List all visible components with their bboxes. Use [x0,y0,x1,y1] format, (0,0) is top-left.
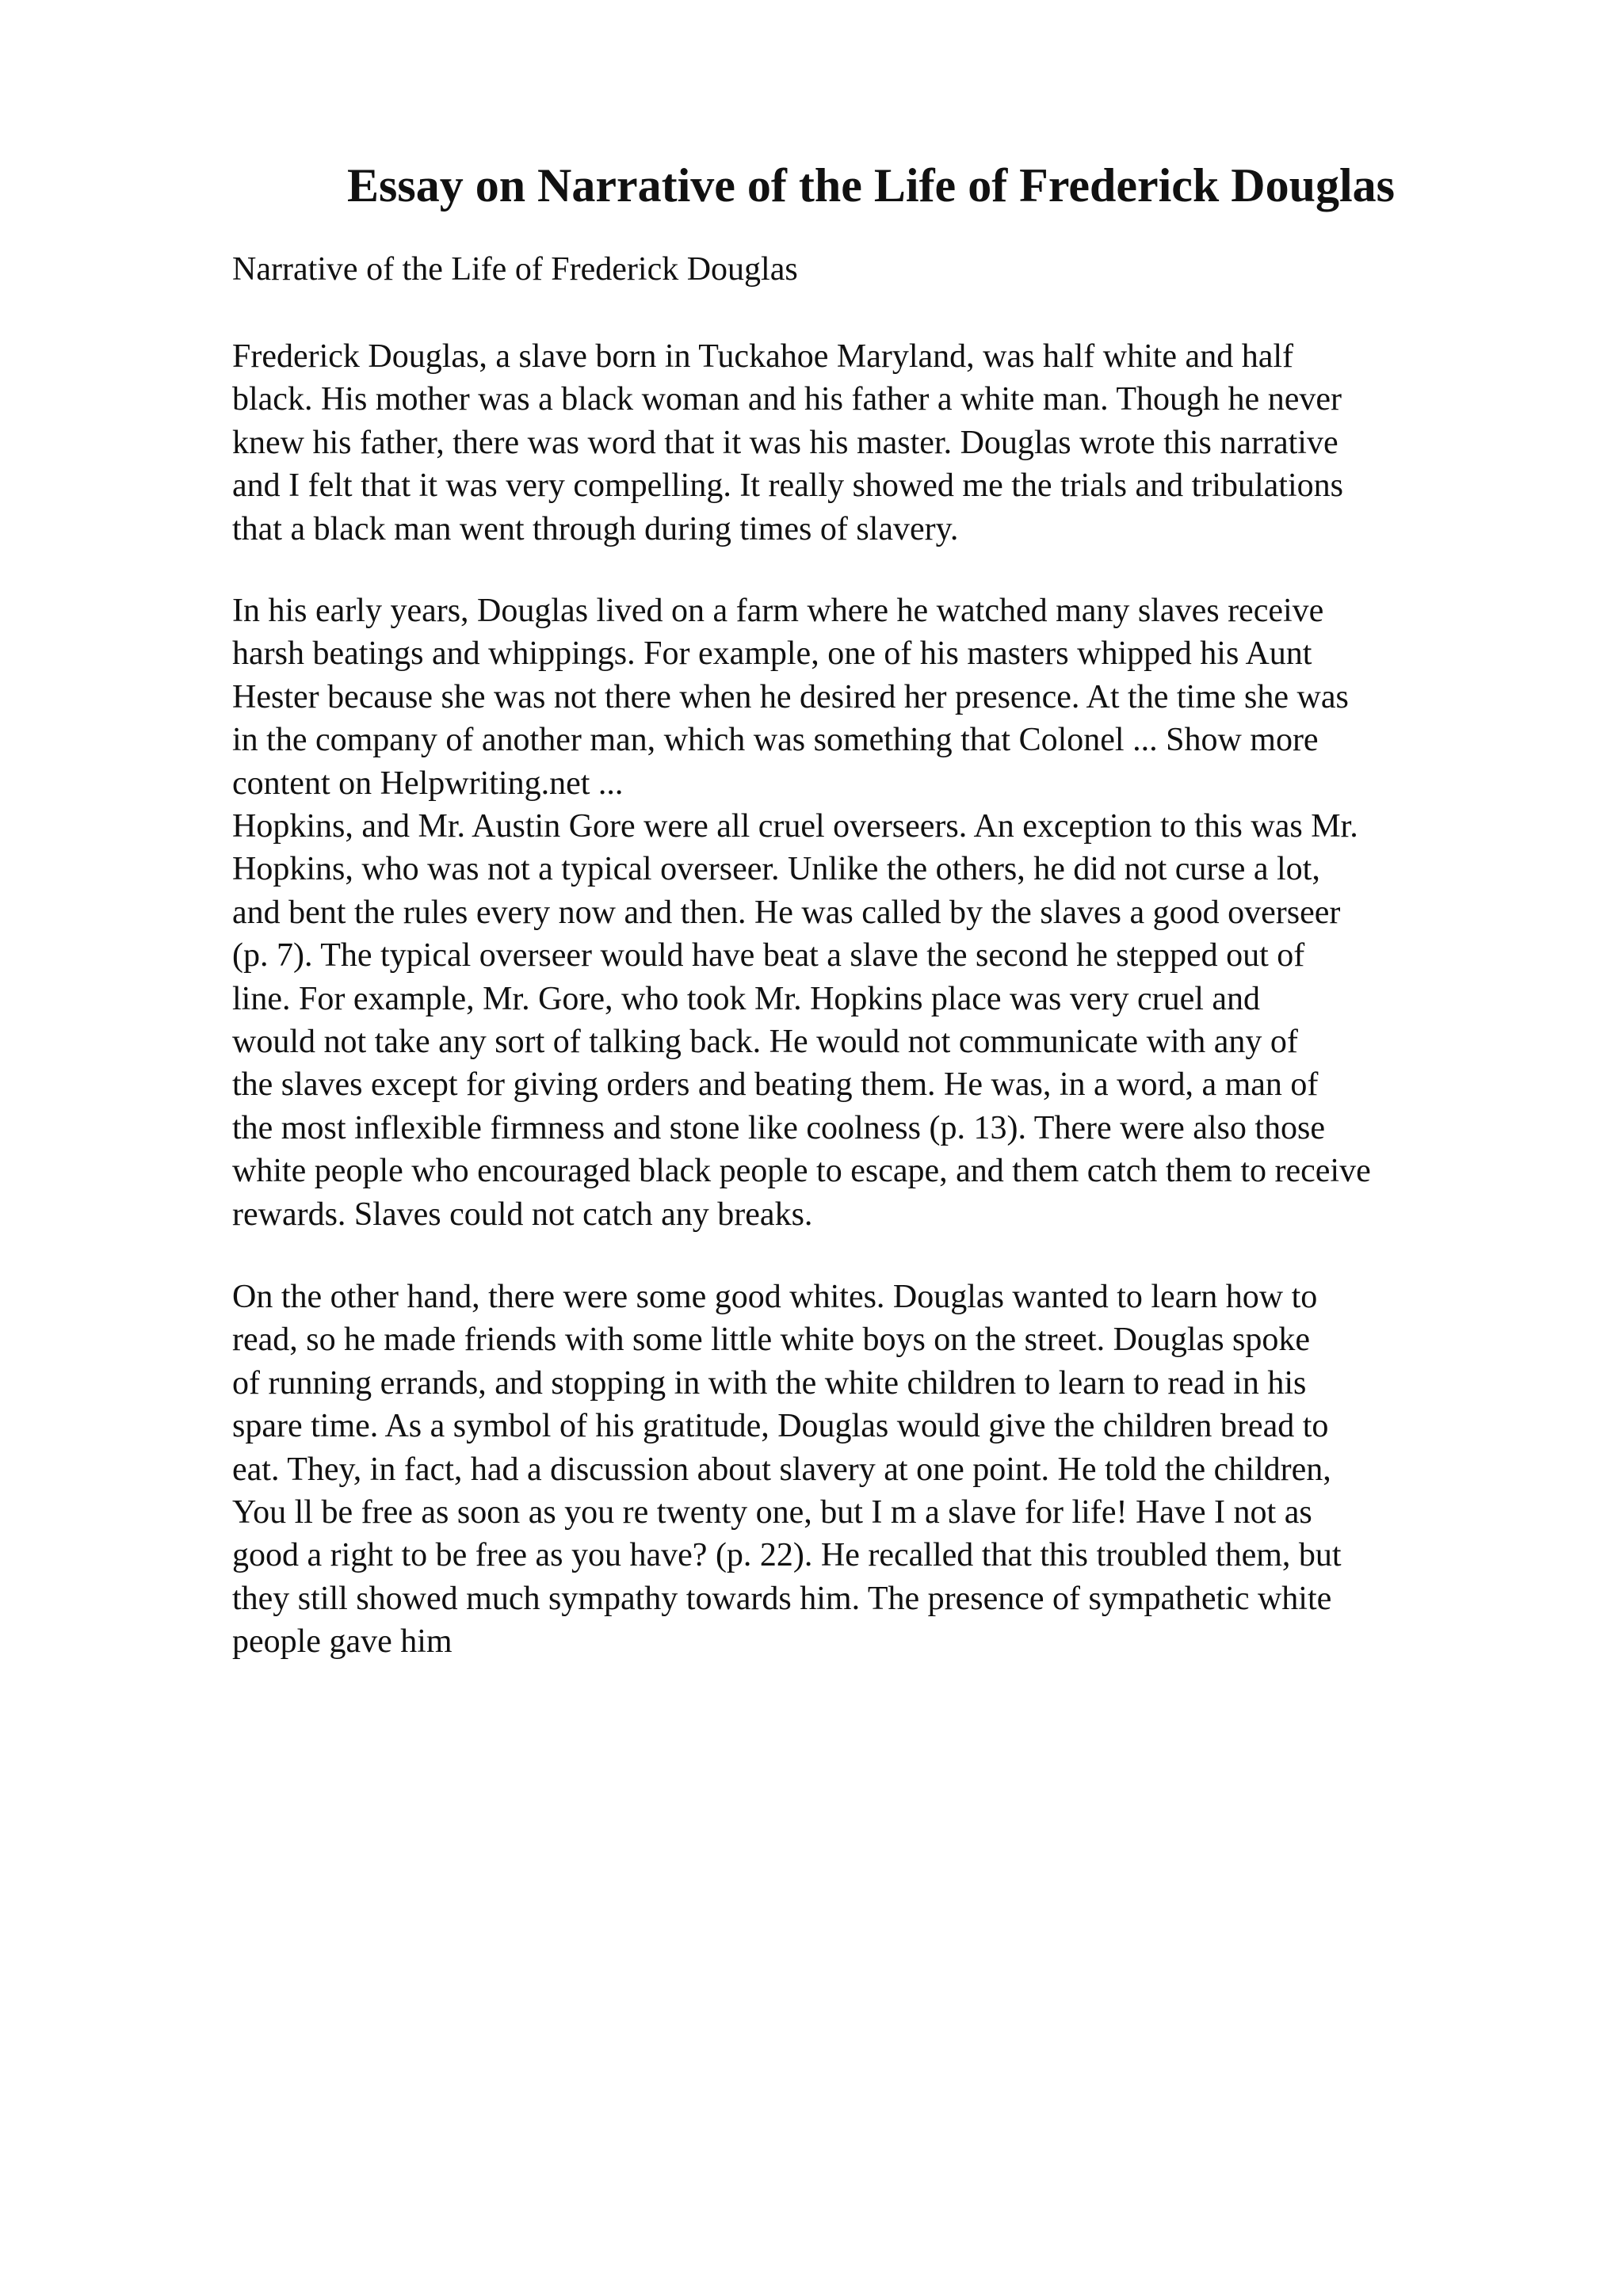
paragraph-2 [232,589,1371,1236]
text-line: in the company of another man, which was something that Colonel ... Show more [232,722,1319,759]
text-line: would not take any sort of talking back. He would not communicate with any of [232,1024,1298,1061]
text-line: spare time. As a symbol of his gratitude, Douglas would give the children bread to [232,1408,1329,1445]
text-line: of running errands, and stopping in with the white children to learn to read in his [232,1364,1307,1402]
text-line: Frederick Douglas, a slave born in Tuckahoe Maryland, was half white and half [232,338,1293,375]
text-line: (p. 7). The typical overseer would have beat a slave the second he stepped out of [232,937,1305,974]
paragraph-1 [232,335,1343,551]
text-line: On the other hand, there were some good whites. Douglas wanted to learn how to [232,1279,1318,1315]
document-title: Essay on Narrative of the Life of Frederick Douglas [346,159,1396,212]
text-line: white people who encouraged black people to escape, and them catch them to receive [232,1153,1371,1190]
document-subtitle: Narrative of the Life of Frederick Douglas [232,251,798,288]
text-line: people gave him [232,1623,453,1661]
text-line: eat. They, in fact, had a discussion about slavery at one point. He told the children, [232,1451,1331,1488]
text-line: and I felt that it was very compelling. It really showed me the trials and tribulations [232,467,1343,505]
text-line: good a right to be free as you have? (p. 22). He recalled that this troubled them, but [232,1537,1342,1574]
text-line: knew his father, there was word that it was his master. Douglas wrote this narrative [232,424,1338,461]
text-line: the slaves except for giving orders and beating them. He was, in a word, a man of [232,1066,1319,1104]
text-line: You ll be free as soon as you re twenty one, but I m a slave for life! Have I not as [232,1494,1312,1531]
text-line: the most inflexible firmness and stone like coolness (p. 13). There were also those [232,1109,1326,1146]
text-line: black. His mother was a black woman and his father a white man. Though he never [232,381,1342,418]
text-line: line. For example, Mr. Gore, who took Mr. Hopkins place was very cruel and [232,980,1261,1017]
text-line: read, so he made friends with some little white boys on the street. Douglas spoke [232,1322,1311,1359]
text-line: harsh beatings and whippings. For example, one of his masters whipped his Aunt [232,635,1312,673]
text-line: they still showed much sympathy towards him. The presence of sympathetic white [232,1580,1332,1617]
text-line: that a black man went through during times of slavery. [232,510,959,547]
text-line: In his early years, Douglas lived on a farm where he watched many slaves receive [232,593,1324,629]
paragraph-3 [232,1276,1342,1664]
text-line: and bent the rules every now and then. He was called by the slaves a good overseer [232,894,1341,931]
text-line: content on Helpwriting.net ... [232,765,624,802]
text-line: Hopkins, and Mr. Austin Gore were all cruel overseers. An exception to this was Mr. [232,808,1358,845]
text-line: rewards. Slaves could not catch any breaks. [232,1196,813,1233]
text-line: Hester because she was not there when he desired her presence. At the time she was [232,678,1349,715]
text-line: Hopkins, who was not a typical overseer. Unlike the others, he did not curse a lot, [232,851,1320,888]
